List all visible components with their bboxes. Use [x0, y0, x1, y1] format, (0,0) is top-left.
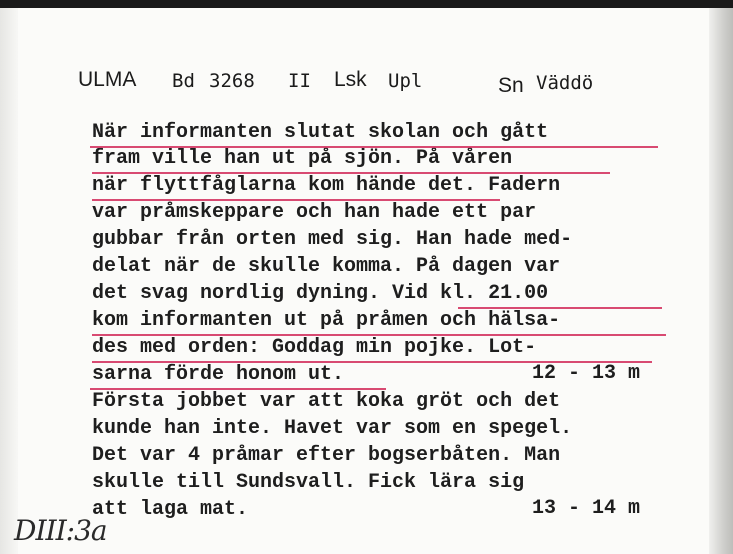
text-line: var pråmskeppare och han hade ett par	[92, 201, 537, 224]
scan-left-edge	[0, 8, 18, 554]
text-line: att laga mat.	[92, 498, 249, 521]
record-number: 3268	[209, 70, 255, 92]
region-lsk: Lsk	[334, 68, 367, 91]
underline-mark	[458, 307, 662, 309]
time-range-second: 13 - 14 m	[532, 497, 641, 520]
parish-prefix: Sn	[498, 74, 524, 97]
text-line: kom informanten ut på pråmen och hälsa-	[92, 309, 561, 332]
underline-mark	[92, 199, 500, 201]
volume-prefix: Bd	[172, 70, 195, 92]
text-line: fram ville han ut på sjön. På våren	[92, 147, 513, 170]
parish-name: Väddö	[536, 72, 594, 94]
text-line: Första jobbet var att koka gröt och det	[92, 390, 561, 413]
text-line: Det var 4 pråmar efter bogserbåten. Man	[92, 444, 561, 467]
text-line: det svag nordlig dyning. Vid kl. 21.00	[92, 282, 549, 305]
text-line: sarna förde honom ut.	[92, 363, 345, 386]
text-line: När informanten slutat skolan och gått	[92, 121, 549, 144]
record-series: II	[288, 70, 311, 92]
underline-mark	[92, 334, 666, 336]
time-range-first: 12 - 13 m	[532, 362, 641, 385]
text-line: delat när de skulle komma. På dagen var	[92, 255, 561, 278]
text-line: skulle till Sundsvall. Fick lära sig	[92, 471, 525, 494]
text-line: när flyttfåglarna kom hände det. Fadern	[92, 174, 561, 197]
underline-mark	[90, 146, 658, 148]
archive-name: ULMA	[78, 68, 137, 91]
underline-mark	[90, 388, 386, 390]
handwritten-catalog-note: DIII:3a	[14, 514, 107, 547]
scan-right-edge	[709, 8, 733, 554]
region-upl: Upl	[388, 70, 423, 92]
text-line: gubbar från orten med sig. Han hade med-	[92, 228, 573, 251]
card-header	[78, 68, 698, 98]
scan-top-border	[0, 0, 733, 8]
text-line: kunde han inte. Havet var som en spegel.	[92, 417, 573, 440]
underline-mark	[92, 172, 610, 174]
text-line: des med orden: Goddag min pojke. Lot-	[92, 336, 537, 359]
